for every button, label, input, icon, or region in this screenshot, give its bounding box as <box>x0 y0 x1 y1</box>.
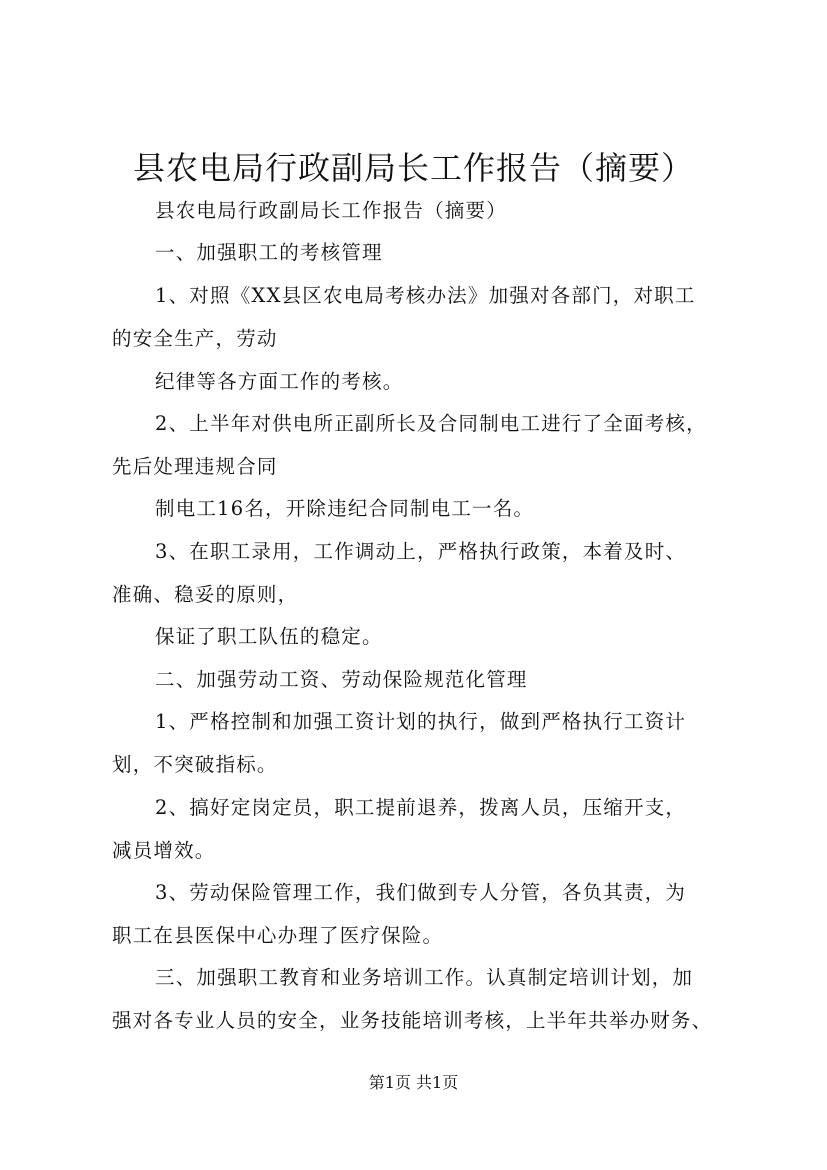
paragraph-line-1: 县农电局行政副局长工作报告（摘要） <box>155 199 507 222</box>
paragraph-line-7: 先后处理违规合同 <box>112 455 278 478</box>
paragraph-line-8: 制电工16名，开除违纪合同制电工一名。 <box>155 497 535 520</box>
paragraph-line-14: 划，不突破指标。 <box>112 753 278 776</box>
paragraph-line-9: 3、在职工录用，工作调动上，严格执行政策，本着及时、 <box>155 540 687 563</box>
paragraph-line-19: 三、加强职工教育和业务培训工作。认真制定培训计划，加 <box>155 966 694 989</box>
paragraph-line-17: 3、劳动保险管理工作，我们做到专人分管，各负其责，为 <box>155 881 687 904</box>
paragraph-line-11: 保证了职工队伍的稳定。 <box>155 625 383 648</box>
paragraph-line-10: 准确、稳妥的原则， <box>112 583 299 606</box>
paragraph-line-5: 纪律等各方面工作的考核。 <box>155 370 404 393</box>
paragraph-line-3: 1、对照《XX县区农电局考核办法》加强对各部门，对职工 <box>155 284 696 307</box>
document-title: 县农电局行政副局长工作报告（摘要） <box>132 149 694 187</box>
paragraph-line-20: 强对各专业人员的安全，业务技能培训考核，上半年共举办财务、 <box>112 1009 713 1032</box>
paragraph-line-16: 减员增效。 <box>112 839 216 862</box>
page-footer: 第1页 共1页 <box>368 1073 459 1092</box>
paragraph-line-4: 的安全生产，劳动 <box>112 327 278 350</box>
paragraph-line-12: 二、加强劳动工资、劳动保险规范化管理 <box>155 668 528 691</box>
paragraph-line-13: 1、严格控制和加强工资计划的执行，做到严格执行工资计 <box>155 710 687 733</box>
paragraph-line-6: 2、上半年对供电所正副所长及合同制电工进行了全面考核， <box>155 412 707 435</box>
paragraph-line-15: 2、搞好定岗定员，职工提前退养，拨离人员，压缩开支， <box>155 796 687 819</box>
paragraph-line-2: 一、加强职工的考核管理 <box>155 241 383 264</box>
paragraph-line-18: 职工在县医保中心办理了医疗保险。 <box>112 924 444 947</box>
